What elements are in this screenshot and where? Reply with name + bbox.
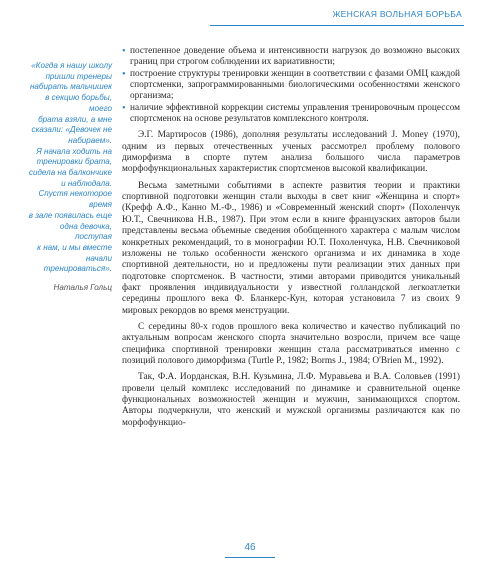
footer-rule bbox=[225, 557, 275, 558]
quote-line: тренироваться». bbox=[43, 264, 112, 274]
body-paragraph: Весьма заметными событиями в аспекте развития теории и практики спортивной подготовки женщин стали выходы в свет книг «Женщина и спорт» (Крефф А.Ф., Канно М.-Ф., 1986) и «Современный женский спорт» (Похоленчук Ю.Т., Свечникова Н.В., 1987). При этом если в книге французских авторов были представлены весьма объемные сведения обобщенного характера с малым числом конкретных рекомендаций, то в монографии Ю.Т. Похоленчука, Н.В. Свечниковой изложены не только особенности женского организма и их динамика в ходе спортивной деятельности, но и предложены пути реализации этих данных при подготовке спортсменок. В частности, этими авторами приводится уникальный факт проявления индивидуальности у известной голландской легкоатлетки середины прошлого века Ф. Бланкерс-Кун, которая установила 7 из своих 9 мировых рекордов во время менструации. bbox=[122, 180, 460, 316]
quote-line: и наблюдала. bbox=[61, 178, 112, 188]
bullet-text: наличие эффективной коррекции системы управления тренировочным процессом спортсменок на основе результатов комплексного контроля. bbox=[130, 102, 460, 125]
quote-line: Я начала ходить на bbox=[36, 146, 112, 156]
quote-line: пришли тренеры bbox=[45, 71, 112, 81]
running-header bbox=[0, 0, 500, 38]
quote-author: Наталья Гольц bbox=[53, 283, 112, 293]
quote-line: набирать мальчишек bbox=[29, 82, 112, 92]
quote-line: сидела на балкончике bbox=[28, 168, 112, 178]
main-text bbox=[122, 46, 460, 429]
body-paragraph: С середины 80-х годов прошлого века количество и качество публикаций по актуальным вопросам женского спорта значительно возросли, причем все чаще специфика спортивной тренировки женщин стала рассматриваться именно с позиций полового диморфизма (Turtle P., 1982; Borms J., 1984; O'Brien M., 1992). bbox=[122, 321, 460, 366]
bullet-item bbox=[122, 69, 460, 103]
bullet-marker: • bbox=[122, 46, 126, 57]
quote-line: сказали: «Девочек не bbox=[31, 125, 112, 135]
body-paragraph: Э.Г. Мартиросов (1986), дополняя результаты исследований J. Money (1970), одним из первых отечественных ученых рассмотрел проблему полового диморфизма в спорте путем анализа большого числа параметров морфофункциональных характеристик спортсменов высокой квалификации. bbox=[122, 130, 460, 175]
bullet-item bbox=[122, 103, 460, 126]
quote-line: «Когда я нашу школу bbox=[31, 61, 112, 70]
quote-line: тренировки брата, bbox=[36, 157, 112, 167]
running-title: ЖЕНСКАЯ ВОЛЬНАЯ БОРЬБА bbox=[332, 9, 462, 19]
body-paragraph: Так, Ф.А. Иорданская, В.Н. Кузьмина, Л.Ф. Муравьева и В.А. Соловьев (1991) провели целый комплекс исследований по динамике и сравнительной оценке функциональных возможностей женщин и мужчин, занимающихся спортом. Авторы подчеркнули, что женский и мужской организмы различаются как по морфофункцио- bbox=[122, 372, 460, 428]
quote-line: брата взяли, а мне bbox=[38, 114, 112, 124]
sidebar-quote bbox=[26, 61, 112, 294]
quote-line: Спустя некоторое время bbox=[38, 189, 112, 210]
quote-line: в секцию борьбы, моего bbox=[45, 93, 112, 113]
quote-line: к нам, и мы вместе начали bbox=[37, 242, 112, 263]
quote-line: в зале появилась еще bbox=[28, 210, 112, 220]
bullet-text: построение структуры тренировки женщин в соответствии с фазами ОМЦ каждой спортсменки, запрограммированными биологическими особенностями женского организма; bbox=[130, 68, 460, 102]
quote-line: одна девочка, поступая bbox=[59, 221, 112, 242]
header-rule bbox=[210, 25, 464, 26]
bullet-item bbox=[122, 46, 460, 69]
bullet-text: постепенное доведение объема и интенсивности нагрузок до возможно высоких границ при строгом соблюдении их вариативности; bbox=[130, 46, 460, 68]
bullet-marker: • bbox=[122, 68, 126, 80]
bullet-marker: • bbox=[122, 102, 126, 114]
page-number: 46 bbox=[244, 542, 256, 553]
quote-line: набираем». bbox=[68, 135, 112, 145]
